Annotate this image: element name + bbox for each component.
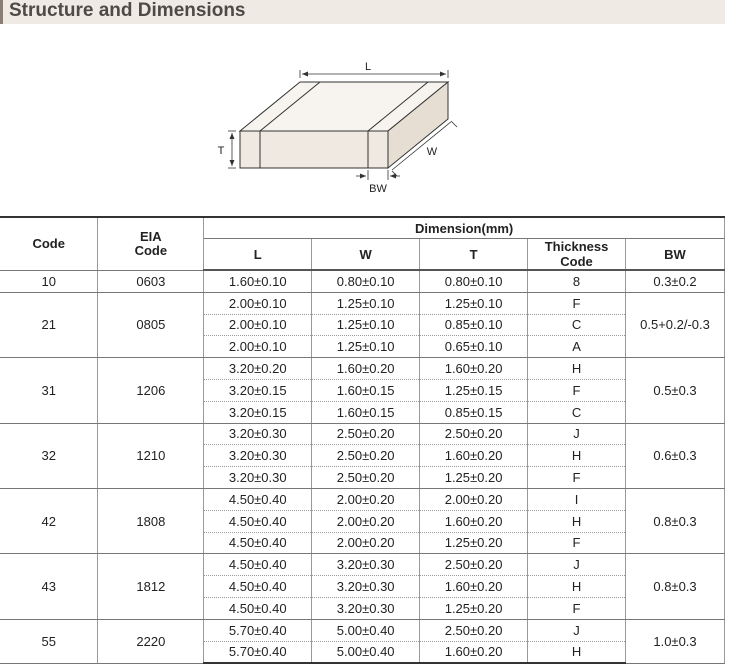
- table-row: [0, 554, 725, 576]
- cell-t: 0.85±0.10: [420, 314, 528, 336]
- cell-code: 31: [0, 358, 98, 423]
- cell-bw: 0.8±0.3: [626, 488, 725, 553]
- cell-l: 4.50±0.40: [204, 597, 312, 619]
- cell-thickness-code: F: [528, 292, 626, 314]
- cell-eia-code: 1206: [98, 358, 204, 423]
- table-row: [0, 270, 725, 292]
- cell-code: 55: [0, 619, 98, 663]
- label-t: T: [217, 145, 225, 157]
- cell-l: 2.00±0.10: [204, 292, 312, 314]
- cell-l: 5.70±0.40: [204, 619, 312, 641]
- cell-bw: 0.6±0.3: [626, 423, 725, 488]
- cell-code: 43: [0, 554, 98, 619]
- cell-eia-code: 0603: [98, 270, 204, 292]
- header-dimension: Dimension(mm): [204, 217, 725, 239]
- cell-thickness-code: H: [528, 641, 626, 663]
- cell-bw: 0.5±0.3: [626, 358, 725, 423]
- cell-t: 2.50±0.20: [420, 554, 528, 576]
- cell-w: 1.60±0.20: [312, 358, 420, 380]
- cell-thickness-code: H: [528, 510, 626, 532]
- section-title: Structure and Dimensions: [9, 0, 246, 21]
- cell-w: 3.20±0.30: [312, 554, 420, 576]
- cell-t: 1.25±0.20: [420, 467, 528, 489]
- cell-w: 2.00±0.20: [312, 532, 420, 554]
- cell-l: 2.00±0.10: [204, 314, 312, 336]
- label-bw: BW: [369, 183, 387, 195]
- cell-code: 32: [0, 423, 98, 488]
- capacitor-diagram: [0, 30, 731, 210]
- label-l: L: [364, 61, 372, 73]
- cell-eia-code: 1808: [98, 488, 204, 553]
- cell-l: 4.50±0.40: [204, 576, 312, 598]
- cell-t: 2.50±0.20: [420, 423, 528, 445]
- cell-w: 1.25±0.10: [312, 292, 420, 314]
- cell-w: 0.80±0.10: [312, 270, 420, 292]
- cell-code: 42: [0, 488, 98, 553]
- cell-l: 3.20±0.30: [204, 467, 312, 489]
- cell-w: 1.60±0.15: [312, 401, 420, 423]
- cell-code: 21: [0, 292, 98, 357]
- cell-bw: 1.0±0.3: [626, 619, 725, 663]
- cell-l: 3.20±0.30: [204, 445, 312, 467]
- cell-t: 0.80±0.10: [420, 270, 528, 292]
- table-row: [0, 423, 725, 445]
- header-l: L: [204, 239, 312, 271]
- cell-eia-code: 0805: [98, 292, 204, 357]
- cell-t: 2.50±0.20: [420, 619, 528, 641]
- cell-w: 2.50±0.20: [312, 423, 420, 445]
- header-bw: BW: [626, 239, 725, 271]
- cell-l: 4.50±0.40: [204, 554, 312, 576]
- table-row: [0, 358, 725, 380]
- cell-l: 3.20±0.30: [204, 423, 312, 445]
- cell-l: 3.20±0.20: [204, 358, 312, 380]
- cell-t: 2.00±0.20: [420, 488, 528, 510]
- cell-thickness-code: H: [528, 358, 626, 380]
- cell-l: 3.20±0.15: [204, 379, 312, 401]
- table-row: [0, 619, 725, 641]
- cell-t: 1.25±0.20: [420, 532, 528, 554]
- cell-thickness-code: F: [528, 597, 626, 619]
- table-row: [0, 488, 725, 510]
- cell-bw: 0.5+0.2/-0.3: [626, 292, 725, 357]
- cell-eia-code: 2220: [98, 619, 204, 663]
- dimensions-table-body: [0, 270, 725, 663]
- cell-t: 1.25±0.10: [420, 292, 528, 314]
- cell-w: 1.25±0.10: [312, 336, 420, 358]
- cell-thickness-code: F: [528, 379, 626, 401]
- cell-l: 4.50±0.40: [204, 510, 312, 532]
- cell-w: 3.20±0.30: [312, 597, 420, 619]
- cell-l: 2.00±0.10: [204, 336, 312, 358]
- header-t: T: [420, 239, 528, 271]
- cell-eia-code: 1210: [98, 423, 204, 488]
- cell-l: 4.50±0.40: [204, 488, 312, 510]
- cell-l: 1.60±0.10: [204, 270, 312, 292]
- cell-w: 1.60±0.15: [312, 379, 420, 401]
- cell-t: 1.25±0.15: [420, 379, 528, 401]
- cell-thickness-code: H: [528, 445, 626, 467]
- cell-l: 3.20±0.15: [204, 401, 312, 423]
- section-header: [0, 0, 725, 24]
- cell-t: 1.60±0.20: [420, 358, 528, 380]
- cell-w: 3.20±0.30: [312, 576, 420, 598]
- cell-l: 4.50±0.40: [204, 532, 312, 554]
- label-w: W: [426, 146, 438, 158]
- cell-thickness-code: I: [528, 488, 626, 510]
- cell-w: 5.00±0.40: [312, 619, 420, 641]
- dimensions-table: [0, 216, 725, 664]
- cell-w: 2.00±0.20: [312, 488, 420, 510]
- cell-t: 1.60±0.20: [420, 641, 528, 663]
- cell-eia-code: 1812: [98, 554, 204, 619]
- cell-thickness-code: J: [528, 554, 626, 576]
- cell-w: 2.50±0.20: [312, 445, 420, 467]
- cell-l: 5.70±0.40: [204, 641, 312, 663]
- cell-thickness-code: F: [528, 467, 626, 489]
- table-row: [0, 292, 725, 314]
- cell-thickness-code: H: [528, 576, 626, 598]
- cell-bw: 0.3±0.2: [626, 270, 725, 292]
- cell-t: 1.60±0.20: [420, 445, 528, 467]
- header-eia-code: EIA Code: [98, 217, 204, 270]
- cell-w: 1.25±0.10: [312, 314, 420, 336]
- cell-thickness-code: 8: [528, 270, 626, 292]
- cell-bw: 0.8±0.3: [626, 554, 725, 619]
- cell-t: 1.60±0.20: [420, 576, 528, 598]
- cell-t: 1.25±0.20: [420, 597, 528, 619]
- header-w: W: [312, 239, 420, 271]
- cell-thickness-code: F: [528, 532, 626, 554]
- header-thickness-code: Thickness Code: [528, 239, 626, 271]
- cell-thickness-code: J: [528, 619, 626, 641]
- cell-t: 1.60±0.20: [420, 510, 528, 532]
- header-code: Code: [0, 217, 98, 270]
- cell-t: 0.85±0.15: [420, 401, 528, 423]
- cell-w: 2.00±0.20: [312, 510, 420, 532]
- cell-t: 0.65±0.10: [420, 336, 528, 358]
- cell-thickness-code: C: [528, 314, 626, 336]
- cell-w: 5.00±0.40: [312, 641, 420, 663]
- cell-thickness-code: A: [528, 336, 626, 358]
- cell-code: 10: [0, 270, 98, 292]
- cell-thickness-code: C: [528, 401, 626, 423]
- cell-w: 2.50±0.20: [312, 467, 420, 489]
- cell-thickness-code: J: [528, 423, 626, 445]
